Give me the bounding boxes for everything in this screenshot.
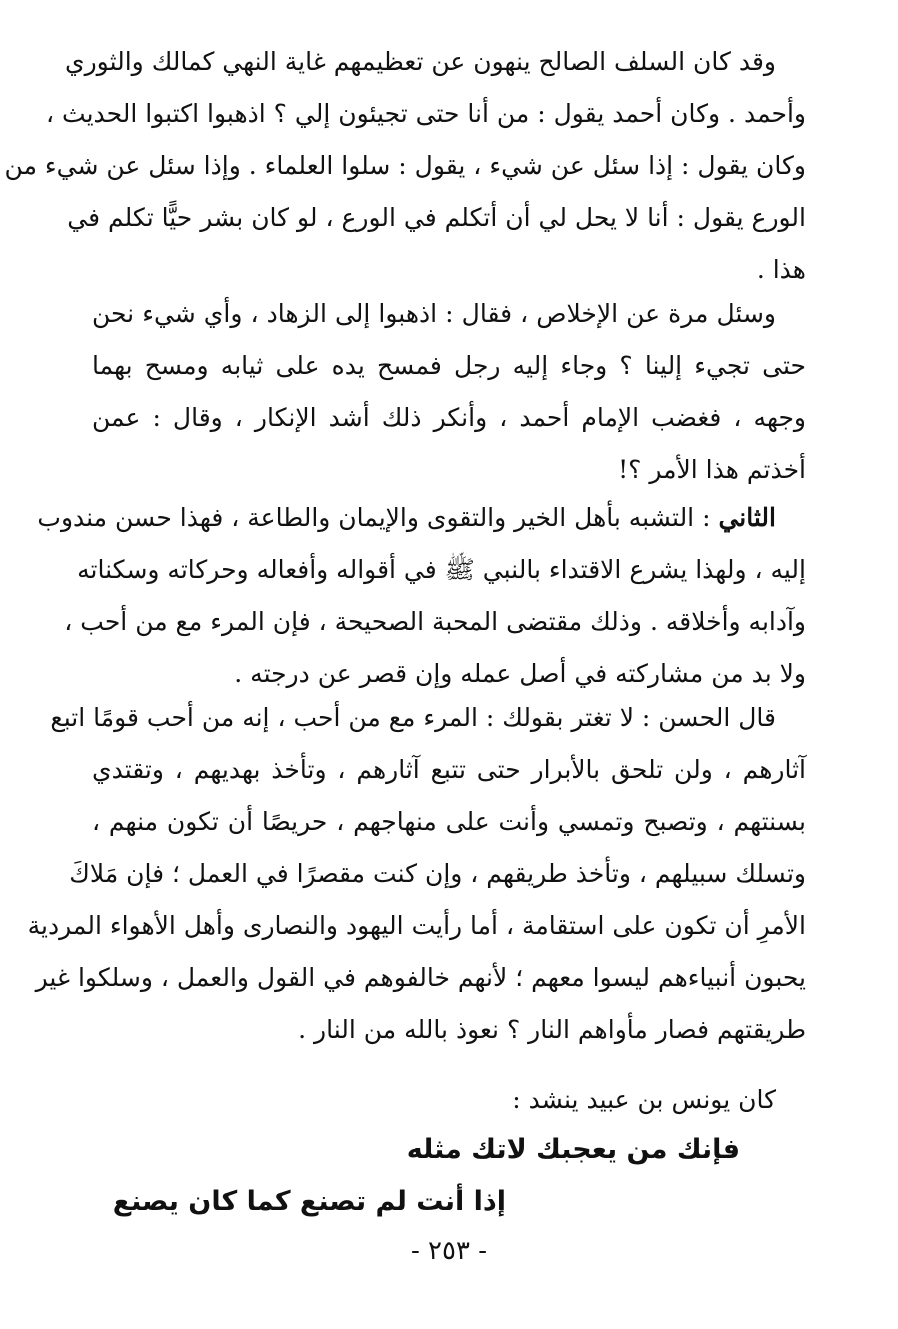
text-line xyxy=(37,492,806,544)
text-line: وسئل مرة عن الإخلاص ، فقال : اذهبوا إلى الزهاد ، وأي شيء نحن xyxy=(92,299,776,328)
paragraph-1 xyxy=(4,36,806,296)
text-line: قال الحسن : لا تغتر بقولك : المرء مع من أحب ، إنه من أحب قومًا اتبع xyxy=(50,703,776,732)
text-line: كان يونس بن عبيد ينشد : xyxy=(512,1085,776,1114)
text-line: وقد كان السلف الصالح ينهون عن تعظيمهم غاية النهي كمالك والثوري xyxy=(65,47,776,76)
text-line: وجهه ، فغضب الإمام أحمد ، وأنكر ذلك أشد الإنكار ، وقال : عمن xyxy=(92,403,806,432)
text-line: وتسلك سبيلهم ، وتأخذ طريقهم ، وإن كنت مقصرًا في العمل ؛ فإن مَلاكَ xyxy=(69,859,806,888)
text-line: ولا بد من مشاركته في أصل عمله وإن قصر عن درجته . xyxy=(234,659,806,688)
text-line: يحبون أنبياءهم ليسوا معهم ؛ لأنهم خالفوهم في القول والعمل ، وسلكوا غير xyxy=(35,963,806,992)
text-line: وأحمد . وكان أحمد يقول : من أنا حتى تجيئون إلي ؟ اذهبوا اكتبوا الحديث ، xyxy=(46,99,806,128)
section-lead: الثاني xyxy=(718,503,776,532)
page-number: - ٢٥٣ - xyxy=(410,1236,488,1266)
text-line: إليه ، ولهذا يشرع الاقتداء بالنبي ﷺ في أقواله وأفعاله وحركاته وسكناته xyxy=(77,555,806,584)
text-line-rest: : التشبه بأهل الخير والتقوى والإيمان والطاعة ، فهذا حسن مندوب xyxy=(37,503,711,532)
text-line: طريقتهم فصار مأواهم النار ؟ نعوذ بالله من النار . xyxy=(298,1015,806,1044)
text-line: هذا . xyxy=(756,255,806,284)
paragraph-2 xyxy=(92,288,806,496)
text-line: أخذتم هذا الأمر ؟! xyxy=(618,455,806,484)
text-line: وكان يقول : إذا سئل عن شيء ، يقول : سلوا العلماء . وإذا سئل عن شيء من xyxy=(4,151,806,180)
paragraph-4 xyxy=(27,692,806,1056)
text-line: آثارهم ، ولن تلحق بالأبرار حتى تتبع آثارهم ، وتأخذ بهديهم ، وتقتدي xyxy=(92,755,806,784)
text-line: حتى تجيء إلينا ؟ وجاء إليه رجل فمسح يده على ثيابه ومسح بهما xyxy=(92,351,806,380)
verse-line-1: فإنك من يعجبك لاتك مثله xyxy=(406,1134,740,1165)
poem-intro xyxy=(92,1074,806,1126)
paragraph-3 xyxy=(37,492,806,700)
text-line: بسنتهم ، وتصبح وتمسي وأنت على منهاجهم ، حريصًا أن تكون منهم ، xyxy=(92,807,806,836)
text-line: وآدابه وأخلاقه . وذلك مقتضى المحبة الصحيحة ، فإن المرء مع من أحب ، xyxy=(64,607,806,636)
text-line: الأمرِ أن تكون على استقامة ، أما رأيت اليهود والنصارى وأهل الأهواء المردية xyxy=(27,911,806,940)
verse-line-2: إذا أنت لم تصنع كما كان يصنع xyxy=(112,1186,506,1217)
text-line: الورع يقول : أنا لا يحل لي أن أتكلم في الورع ، لو كان بشر حيًّا تكلم في xyxy=(67,203,806,232)
